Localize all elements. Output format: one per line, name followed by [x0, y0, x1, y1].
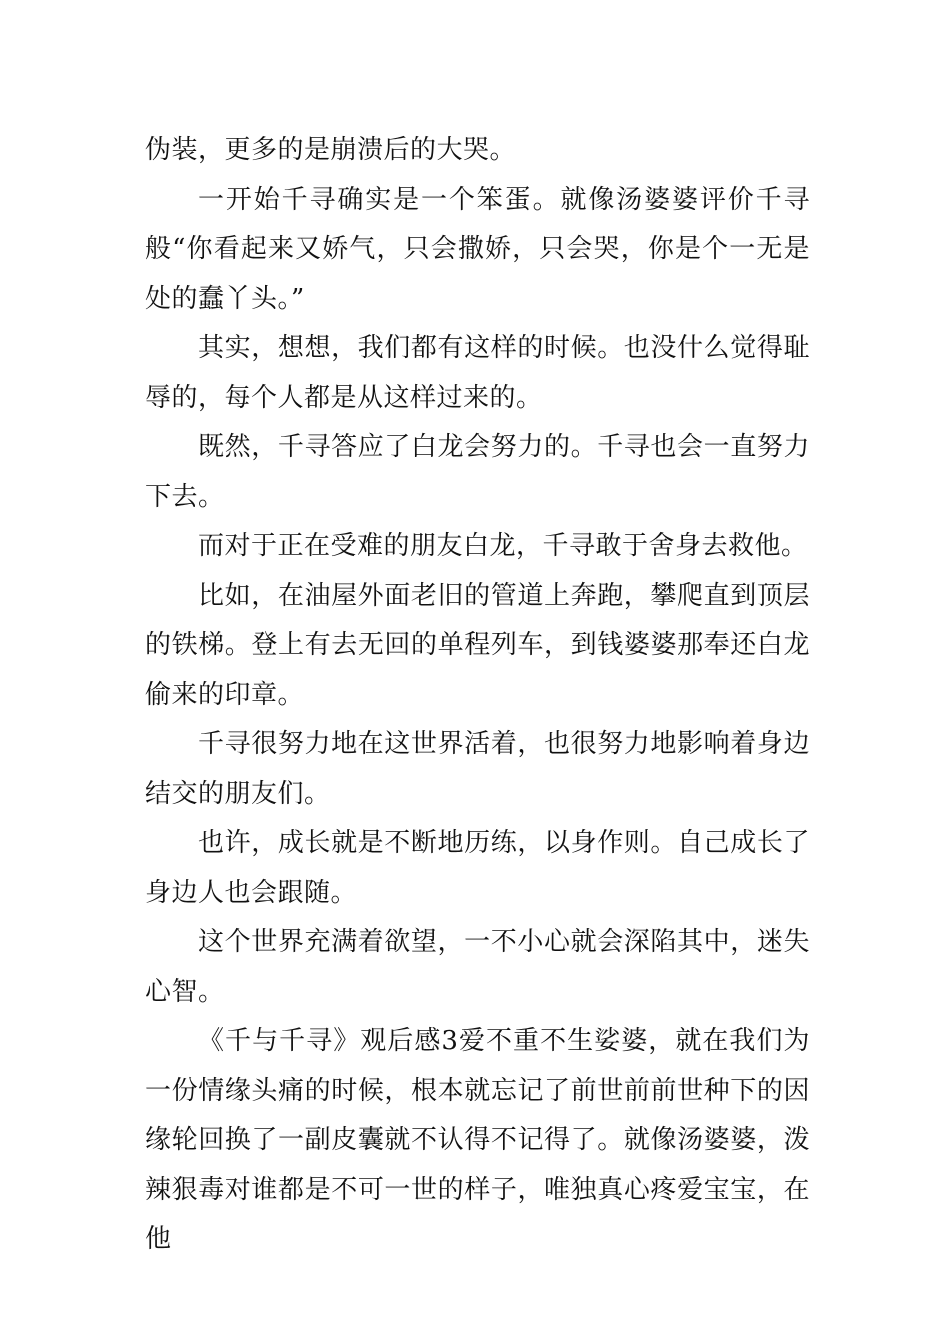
document-body [145, 126, 810, 1265]
paragraph-4: 既然，千寻答应了白龙会努力的。千寻也会一直努力下去。 [145, 432, 810, 512]
paragraph-1: 伪装，更多的是崩溃后的大哭。 [145, 135, 517, 165]
paragraph-2: 一开始千寻确实是一个笨蛋。就像汤婆婆评价千寻般“你看起来又娇气，只会撒娇，只会哭，你是个一无是处的蠢丫头。” [145, 184, 810, 314]
paragraph-9: 这个世界充满着欲望，一不小心就会深陷其中，迷失心智。 [145, 927, 810, 1007]
paragraph-8: 也许，成长就是不断地历练，以身作则。自己成长了身边人也会跟随。 [145, 828, 810, 908]
paragraph-7: 千寻很努力地在这世界活着，也很努力地影响着身边结交的朋友们。 [145, 729, 810, 809]
paragraph-10: 《千与千寻》观后感3爱不重不生娑婆，就在我们为一份情缘头痛的时候，根本就忘记了前世前前世种下的因缘轮回换了一副皮囊就不认得不记得了。就像汤婆婆，泼辣狠毒对谁都是不可一世的样子，唯独真心疼爱宝宝，在他 [145, 1026, 810, 1254]
paragraph-5: 而对于正在受难的朋友白龙，千寻敢于舍身去救他。 [198, 531, 808, 561]
paragraph-6: 比如，在油屋外面老旧的管道上奔跑，攀爬直到顶层的铁梯。登上有去无回的单程列车，到钱婆婆那奉还白龙偷来的印章。 [145, 580, 810, 710]
paragraph-3: 其实，想想，我们都有这样的时候。也没什么觉得耻辱的，每个人都是从这样过来的。 [145, 333, 810, 413]
